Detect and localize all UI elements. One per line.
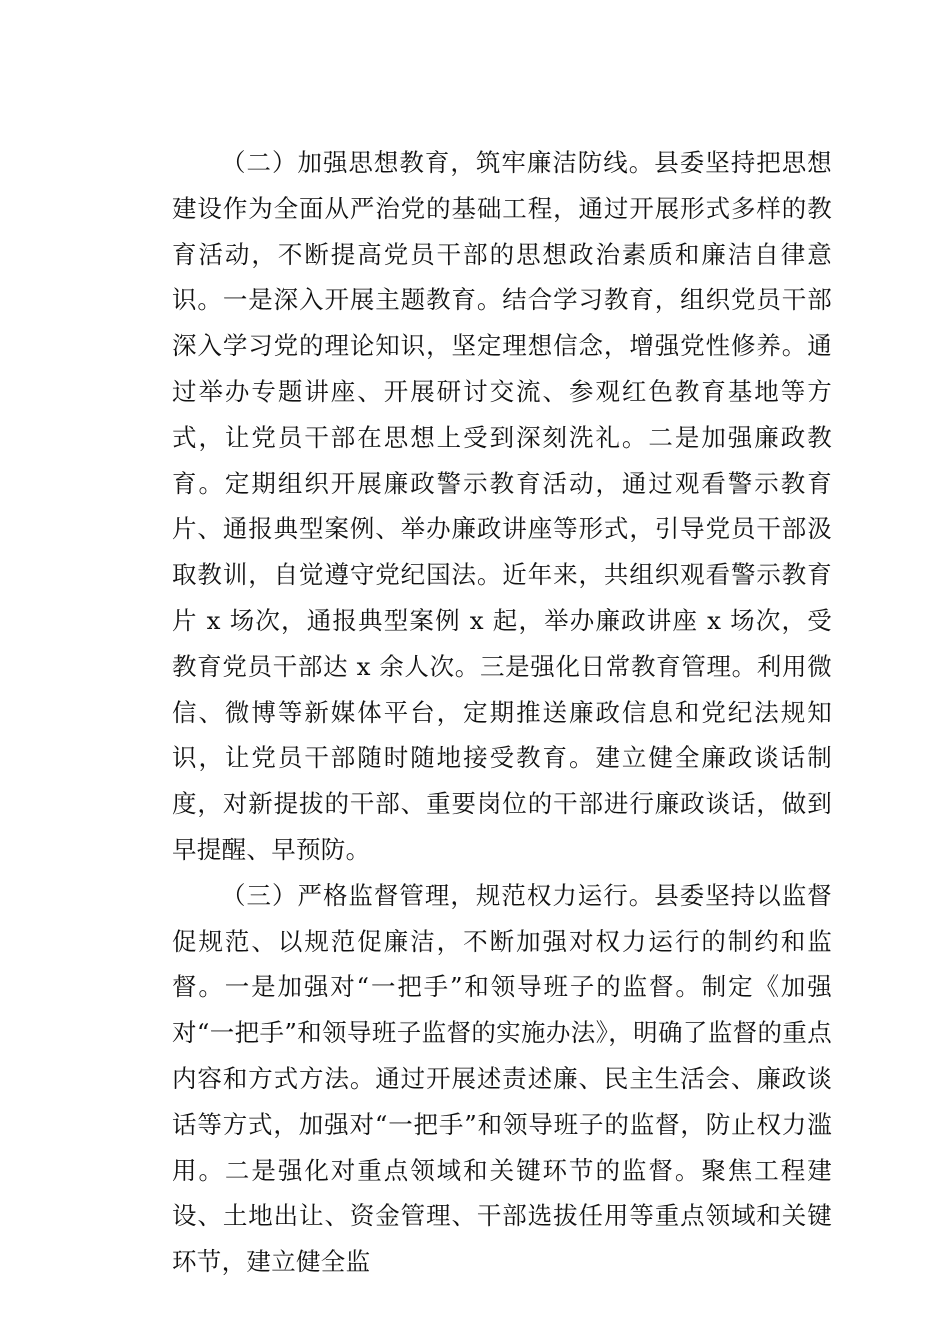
paragraph-supervision-management <box>172 873 832 1285</box>
paragraph-text: 县委坚持以监督促规范、以规范促廉洁，不断加强对权力运行的制约和监督。一是加强对“一把手”和领导班子的监督。制定《加强对“一把手”和领导班子监督的实施办法》，明确了监督的重点内容和方式方法。通过开展述责述廉、民主生活会、廉政谈话等方式，加强对“一把手”和领导班子的监督，防止权力滥用。二是强化对重点领域和关键环节的监督。聚焦工程建设、土地出让、资金管理、干部选拔任用等重点领域和关键环节，建立健全监 <box>172 880 832 1277</box>
paragraph-heading: （三）严格监督管理，规范权力运行。 <box>221 880 655 910</box>
document-body <box>172 140 832 1285</box>
paragraph-heading: （二）加强思想教育，筑牢廉洁防线。 <box>221 148 655 177</box>
paragraph-text: 县委坚持把思想建设作为全面从严治党的基础工程，通过开展形式多样的教育活动，不断提高党员干部的思想政治素质和廉洁自律意识。一是深入开展主题教育。结合学习教育，组织党员干部深入学习党的理论知识，坚定理想信念，增强党性修养。通过举办专题讲座、开展研讨交流、参观红色教育基地等方式，让党员干部在思想上受到深刻洗礼。二是加强廉政教育。定期组织开展廉政警示教育活动，通过观看警示教育片、通报典型案例、举办廉政讲座等形式，引导党员干部汲取教训，自觉遵守党纪国法。近年来，共组织观看警示教育片 x 场次，通报典型案例 x 起，举办廉政讲座 x 场次，受教育党员干部达 x 余人次。三是强化日常教育管理。利用微信、微博等新媒体平台，定期推送廉政信息和党纪法规知识，让党员干部随时随地接受教育。建立健全廉政谈话制度，对新提拔的干部、重要岗位的干部进行廉政谈话，做到早提醒、早预防。 <box>172 148 832 864</box>
paragraph-ideological-education <box>172 140 832 873</box>
